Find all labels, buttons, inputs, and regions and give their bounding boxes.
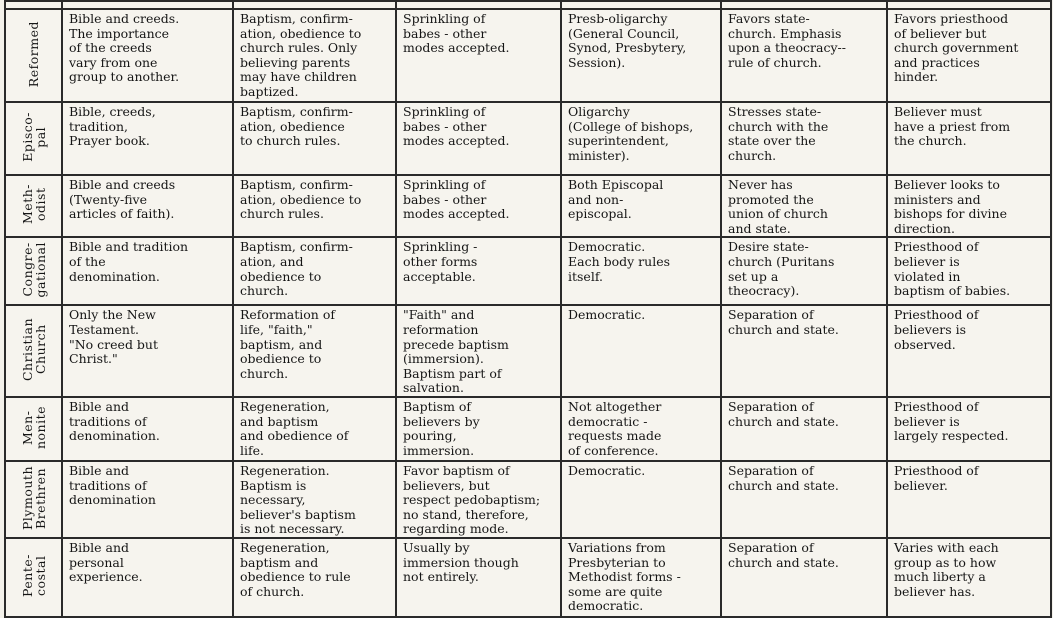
church-state-cell [721,538,887,617]
cell-text: Believer looks to ministers and bishops for divine direction. [894,177,1007,236]
cell-text: Democratic. [568,462,646,478]
cell-text: Priesthood of believer is violated in baptism of babies. [894,239,1011,299]
cell-text: Never has promoted the union of church and state. [728,177,828,236]
top-strip-cell [561,1,721,9]
cell-text: Bible and creeds (Twenty-five articles of faith). [69,177,176,222]
doctrine-source-cell [62,305,233,397]
doctrine-source-cell [62,397,233,461]
cell-text: Reformation of life, "faith," baptism, and obedience to church. [240,307,335,381]
doctrine-source-cell [62,237,233,305]
church-state-cell [721,397,887,461]
cell-text: Regeneration, baptism and obedience to rule of church. [240,539,351,599]
cell-text: Bible and traditions of denomination. [69,398,160,444]
cell-text: Regeneration. Baptism is necessary, believer's baptism is not necessary. [240,462,356,537]
priesthood-cell [887,305,1051,397]
row-label-cell [5,237,62,305]
requirements-cell [233,9,396,102]
baptism-mode-cell [396,461,561,538]
row-label: Men- nonite [19,405,48,449]
church-government-cell [561,397,721,461]
cell-text: Democratic. [568,307,646,323]
church-state-cell [721,237,887,305]
cell-text: Not altogether democratic - requests made of conference. [568,398,662,458]
church-state-cell [721,9,887,102]
baptism-mode-cell [396,538,561,617]
requirements-cell [233,538,396,617]
priesthood-cell [887,102,1051,175]
church-government-cell [561,237,721,305]
cell-text: Priesthood of believer is largely respected. [894,398,1009,444]
church-government-cell [561,305,721,397]
priesthood-cell [887,461,1051,538]
cell-text: Separation of church and state. [728,398,839,429]
cell-text: Both Episcopal and non- episcopal. [568,177,664,222]
table-row [5,538,1051,617]
baptism-mode-cell [396,102,561,175]
cell-text: Separation of church and state. [728,462,839,493]
church-state-cell [721,102,887,175]
priesthood-cell [887,237,1051,305]
row-label-cell [5,397,62,461]
church-state-cell [721,175,887,237]
doctrine-source-cell [62,461,233,538]
church-state-cell [721,305,887,397]
cell-text: Presb-oligarchy (General Council, Synod, Presbytery, Session). [568,11,687,70]
priesthood-cell [887,538,1051,617]
cell-text: Baptism, confirm- ation, obedience to church rules. Only believing parents may have children baptized. [240,11,362,99]
baptism-mode-cell [396,9,561,102]
cell-text: Usually by immersion though not entirely. [403,539,519,585]
row-label-cell [5,9,62,102]
table-row [5,397,1051,461]
table-row [5,102,1051,175]
baptism-mode-cell [396,175,561,237]
row-label-cell [5,461,62,538]
top-strip-cell [396,1,561,9]
cell-text: Bible and tradition of the denomination. [69,239,189,284]
cell-text: Priesthood of believers is observed. [894,307,979,352]
row-label: Meth- odist [19,184,48,225]
baptism-mode-cell [396,397,561,461]
baptism-mode-cell [396,305,561,397]
requirements-cell [233,237,396,305]
table-row [5,9,1051,102]
cell-text: Only the New Testament. "No creed but Christ." [69,307,159,367]
priesthood-cell [887,9,1051,102]
top-strip-row [5,1,1051,9]
row-label: Pente- costal [19,554,48,598]
cell-text: Desire state- church (Puritans set up a theocracy). [728,239,835,299]
church-government-cell [561,175,721,237]
cell-text: Favors state- church. Emphasis upon a theocracy-- rule of church. [728,11,846,70]
table-body [5,1,1051,617]
cell-text: Regeneration, and baptism and obedience of life. [240,398,349,458]
row-label-cell [5,102,62,175]
top-strip-cell [887,1,1051,9]
cell-text: Favors priesthood of believer but church government and practices hinder. [894,11,1019,85]
cell-text: Baptism, confirm- ation, obedience to church rules. [240,104,353,149]
cell-text: Separation of church and state. [728,539,839,570]
priesthood-cell [887,175,1051,237]
cell-text: Varies with each group as to how much liberty a believer has. [894,539,999,599]
table-row [5,175,1051,237]
cell-text: Stresses state- church with the state over the church. [728,104,829,163]
church-state-cell [721,461,887,538]
cell-text: Sprinkling of babes - other modes accepted. [403,177,510,222]
requirements-cell [233,102,396,175]
cell-text: Priesthood of believer. [894,462,979,493]
row-label: Plymouth Brethren [19,465,48,530]
church-government-cell [561,461,721,538]
top-strip-cell [62,1,233,9]
cell-text: Favor baptism of believers, but respect pedobaptism; no stand, therefore, regarding mode. [403,462,541,537]
comparison-table [4,0,1052,618]
requirements-cell [233,305,396,397]
cell-text: Separation of church and state. [728,307,839,337]
top-strip-cell [5,1,62,9]
cell-text: Baptism, confirm- ation, obedience to church rules. [240,177,362,222]
table-row [5,237,1051,305]
row-label: Episco- pal [19,111,48,162]
cell-text: "Faith" and reformation precede baptism (immersion). Baptism part of salvation. [403,307,509,396]
doctrine-source-cell [62,102,233,175]
row-label-cell [5,305,62,397]
cell-text: Democratic. Each body rules itself. [568,239,671,284]
doctrine-source-cell [62,538,233,617]
cell-text: Sprinkling of babes - other modes accepted. [403,11,510,56]
row-label: Congre- gational [19,241,48,298]
top-strip-cell [721,1,887,9]
doctrine-source-cell [62,9,233,102]
table-row [5,461,1051,538]
row-label: Reformed [26,20,41,87]
doctrine-source-cell [62,175,233,237]
cell-text: Baptism of believers by pouring, immersion. [403,398,480,458]
cell-text: Bible and personal experience. [69,539,143,585]
church-government-cell [561,538,721,617]
cell-text: Oligarchy (College of bishops, superintendent, minister). [568,104,694,163]
requirements-cell [233,461,396,538]
priesthood-cell [887,397,1051,461]
church-government-cell [561,102,721,175]
cell-text: Bible and creeds. The importance of the creeds vary from one group to another. [69,11,180,85]
cell-text: Bible and traditions of denomination [69,462,156,508]
row-label-cell [5,538,62,617]
cell-text: Believer must have a priest from the church. [894,104,1011,149]
top-strip-cell [233,1,396,9]
row-label: Christian Church [19,317,48,381]
church-government-cell [561,9,721,102]
table-row [5,305,1051,397]
row-label-cell [5,175,62,237]
baptism-mode-cell [396,237,561,305]
cell-text: Sprinkling of babes - other modes accepted. [403,104,510,149]
requirements-cell [233,175,396,237]
cell-text: Variations from Presbyterian to Methodist forms - some are quite democratic. [568,539,681,614]
requirements-cell [233,397,396,461]
cell-text: Bible, creeds, tradition, Prayer book. [69,104,156,149]
cell-text: Baptism, confirm- ation, and obedience to church. [240,239,353,299]
cell-text: Sprinkling - other forms acceptable. [403,239,478,284]
